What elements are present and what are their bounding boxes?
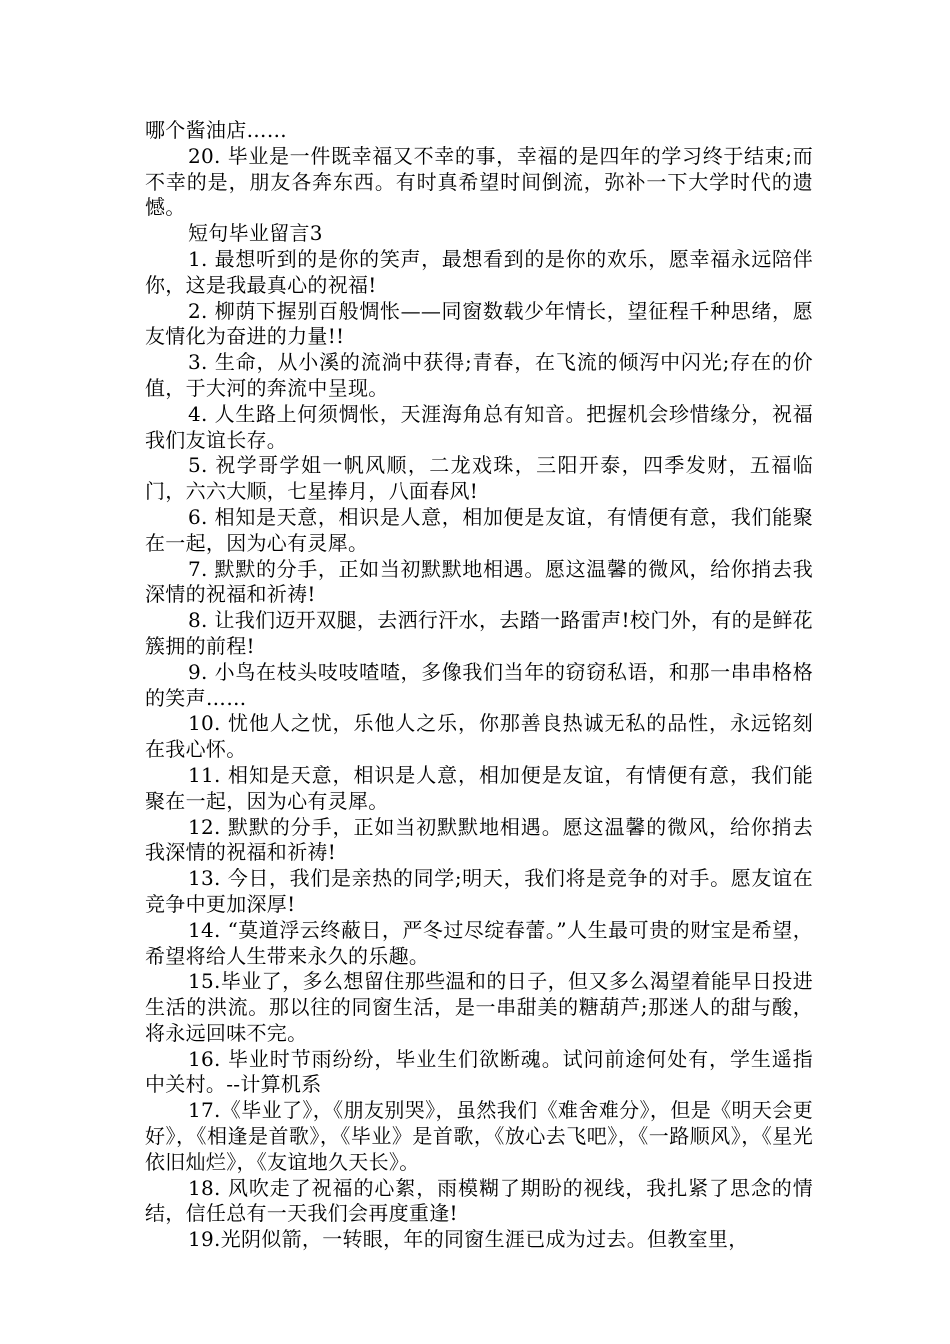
paragraph-item-4: 4. 人生路上何须惆怅，天涯海角总有知音。把握机会珍惜缘分，祝福我们友谊长存。 <box>145 401 813 452</box>
paragraph-item-10: 10. 忧他人之忧，乐他人之乐，你那善良热诚无私的品性，永远铭刻在我心怀。 <box>145 711 813 762</box>
paragraph-item-17: 17.《毕业了》，《朋友别哭》，虽然我们《难舍难分》，但是《明天会更好》，《相逢是首歌》，《毕业》是首歌，《放心去飞吧》，《一路顺风》，《星光依旧灿烂》，《友谊地久天长》。 <box>145 1098 813 1174</box>
paragraph-item-3: 3. 生命，从小溪的流淌中获得;青春，在飞流的倾泻中闪光;存在的价值，于大河的奔流中呈现。 <box>145 350 813 400</box>
paragraph-item-12: 12. 默默的分手，正如当初默默地相遇。愿这温馨的微风，给你捎去我深情的祝福和祈祷! <box>145 814 813 865</box>
paragraph-item-1: 1. 最想听到的是你的笑声，最想看到的是你的欢乐，愿幸福永远陪伴你，这是我最真心的祝福! <box>145 246 813 297</box>
paragraph-item-20: 20. 毕业是一件既幸福又不幸的事，幸福的是四年的学习终于结束;而不幸的是，朋友各奔东西。有时真希望时间倒流，弥补一下大学时代的遗憾。 <box>145 143 813 220</box>
paragraph-item-6: 6. 相知是天意，相识是人意，相加便是友谊，有情便有意，我们能聚在一起，因为心有灵犀。 <box>145 504 813 555</box>
paragraph-item-11: 11. 相知是天意，相识是人意，相加便是友谊，有情便有意，我们能聚在一起，因为心有灵犀。 <box>145 762 813 813</box>
section-heading: 短句毕业留言3 <box>188 221 323 246</box>
paragraph-item-13: 13. 今日，我们是亲热的同学;明天，我们将是竞争的对手。愿友谊在竞争中更加深厚! <box>145 866 813 916</box>
paragraph-item-2: 2. 柳荫下握别百般惆怅——同窗数载少年情长，望征程千种思绪，愿友情化为奋进的力量!! <box>145 298 813 349</box>
paragraph-item-8: 8. 让我们迈开双腿，去洒行汗水，去踏一路雷声!校门外，有的是鲜花簇拥的前程! <box>145 608 813 658</box>
document-body <box>145 118 813 1253</box>
paragraph-item-7: 7. 默默的分手，正如当初默默地相遇。愿这温馨的微风，给你捎去我深情的祝福和祈祷! <box>145 556 813 607</box>
paragraph-item-15: 15.毕业了，多么想留住那些温和的日子，但又多么渴望着能早日投进生活的洪流。那以往的同窗生活，是一串甜美的糖葫芦;那迷人的甜与酸，将永远回味不完。 <box>145 969 813 1045</box>
paragraph-item-14: 14. “莫道浮云终蔽日，严冬过尽绽春蕾。”人生最可贵的财宝是希望，希望将给人生带来永久的乐趣。 <box>145 917 813 968</box>
paragraph-item-16: 16. 毕业时节雨纷纷，毕业生们欲断魂。试问前途何处有，学生遥指中关村。--计算机系 <box>145 1046 813 1097</box>
paragraph-item-19: 19.光阴似箭，一转眼，年的同窗生涯已成为过去。但教室里， <box>188 1227 749 1252</box>
paragraph-item-9: 9. 小鸟在枝头吱吱喳喳，多像我们当年的窃窃私语，和那一串串格格的笑声…… <box>145 659 813 710</box>
paragraph-item-18: 18. 风吹走了祝福的心絮，雨模糊了期盼的视线，我扎紧了思念的情结，信任总有一天我们会再度重逢! <box>145 1175 813 1226</box>
paragraph-continuation: 哪个酱油店…… <box>145 118 288 142</box>
paragraph-item-5: 5. 祝学哥学姐一帆风顺，二龙戏珠，三阳开泰，四季发财，五福临门，六六大顺，七星捧月，八面春风! <box>145 453 813 504</box>
